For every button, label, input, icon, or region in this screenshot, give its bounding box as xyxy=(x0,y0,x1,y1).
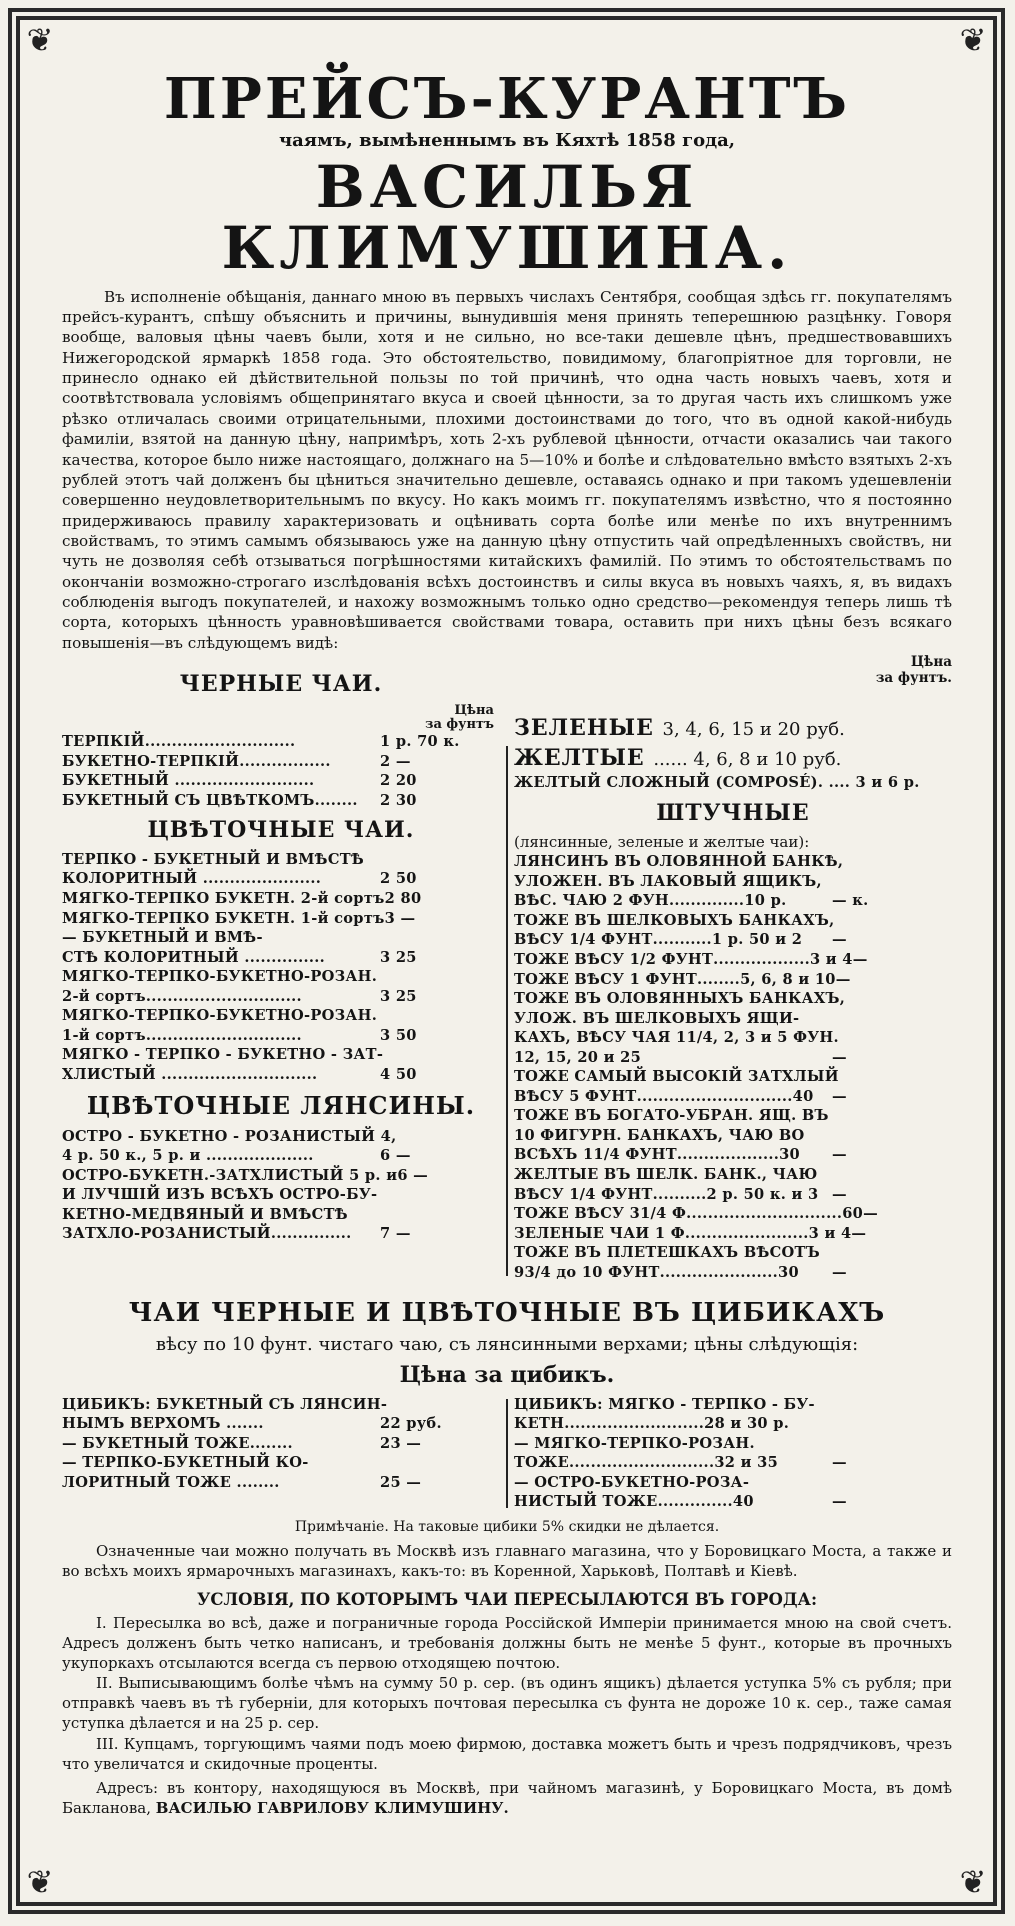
price-row xyxy=(62,1414,500,1434)
price-row xyxy=(62,1224,500,1244)
price-row xyxy=(62,889,500,909)
yellow-tea-label: ЖЕЛТЫЕ xyxy=(514,744,645,771)
price-row-name: НИСТЫЙ ТОЖЕ..............40 xyxy=(514,1493,754,1511)
price-row-value: — xyxy=(851,1224,867,1242)
price-row-name: ВѢСУ 5 ФУНТ.............................40 xyxy=(514,1087,814,1105)
price-row-name: ОСТРО-БУКЕТН.-ЗАТХЛИСТЫЙ 5 р. и xyxy=(62,1166,398,1184)
price-row-value xyxy=(832,1473,952,1493)
chests-left-list xyxy=(62,1395,500,1512)
price-row xyxy=(514,1185,952,1205)
green-tea-prices: 3, 4, 6, 15 и 20 руб. xyxy=(662,719,845,741)
price-row-name: НЫМЪ ВЕРХОМЪ ....... xyxy=(62,1415,264,1433)
price-row xyxy=(514,1434,952,1454)
price-row xyxy=(514,1492,952,1512)
price-row-name: ЛОРИТНЫЙ ТОЖЕ ........ xyxy=(62,1473,280,1491)
price-row-name: КАХЪ, ВѢСУ ЧАЯ 11/4, 2, 3 и 5 ФУН. xyxy=(514,1029,839,1047)
price-row-name: ТОЖЕ ВѢСУ 1/2 ФУНТ..................3 и 4 xyxy=(514,950,853,968)
price-row-name: 10 ФИГУРН. БАНКАХЪ, ЧАЮ ВО xyxy=(514,1126,805,1144)
price-row-value xyxy=(832,1243,952,1263)
price-row-value xyxy=(832,1126,952,1146)
price-row-name: ТОЖЕ ВѢСУ 1 ФУНТ........5, 6, 8 и 10 xyxy=(514,970,836,988)
price-row-value xyxy=(396,1127,516,1147)
yellow-tea-row xyxy=(514,744,952,773)
availability-paragraph: Означенные чаи можно получать въ Москвѣ изъ главнаго магазина, что у Боровицкаго Моста, а также и во всѣхъ моихъ ярмарочныхъ магазинахъ, какъ-то: въ Коренной, Харьковѣ, Полтавѣ и Кіевѣ. xyxy=(62,1541,952,1580)
price-row xyxy=(514,1087,952,1107)
price-row xyxy=(62,1127,500,1147)
chests-note: Примѣчаніе. На таковые цибики 5% скидки не дѣлается. xyxy=(294,1518,720,1535)
price-row-value xyxy=(835,911,955,931)
page-title: ПРЕЙСЪ-КУРАНТЪ xyxy=(163,66,851,132)
price-row xyxy=(514,1009,952,1029)
price-row xyxy=(62,1146,500,1166)
price-row xyxy=(62,909,500,929)
price-row xyxy=(514,891,952,911)
price-row xyxy=(514,1453,952,1473)
price-row-name: — БУКЕТНЫЙ ТОЖЕ........ xyxy=(62,1434,293,1452)
price-row-value xyxy=(832,872,952,892)
piece-tea-subtitle: (лянсинные, зеленые и желтые чаи): xyxy=(514,833,810,852)
price-row-value: — xyxy=(832,1185,847,1203)
compose-tea-text: ЖЕЛТЫЙ СЛОЖНЫЙ (COMPOSÉ). .... 3 и 6 р. xyxy=(514,774,920,792)
price-row-value: — к. xyxy=(832,892,869,910)
price-row-value: — xyxy=(832,1493,847,1511)
price-row-value: 3 — xyxy=(384,909,416,927)
price-row xyxy=(62,791,500,811)
price-row-value: 6 — xyxy=(397,1166,429,1184)
price-row-value xyxy=(380,1453,500,1473)
price-row-name: СТѢ КОЛОРИТНЫЙ ............... xyxy=(62,948,326,966)
price-row-name: — БУКЕТНЫЙ И ВМѢ- xyxy=(62,929,263,947)
price-row-name: КЕТНО-МЕДВЯНЫЙ И ВМѢСТѢ xyxy=(62,1205,348,1223)
price-row-name: МЯГКО-ТЕРПКО-БУКЕТНО-РОЗАН. xyxy=(62,1007,378,1025)
corner-ornament-icon: ❦ xyxy=(22,1864,58,1900)
price-row-name: ТЕРПКІЙ............................ xyxy=(62,733,296,751)
price-row xyxy=(62,1395,500,1415)
price-row xyxy=(62,1045,500,1065)
price-row-value xyxy=(832,1009,952,1029)
price-row-value xyxy=(380,1185,500,1205)
price-row-value xyxy=(832,1414,952,1434)
price-row-value: — xyxy=(832,1263,847,1281)
price-row-name: ТОЖЕ САМЫЙ ВЫСОКІЙ ЗАТХЛЫЙ xyxy=(514,1068,839,1086)
condition-item: I. Пересылка во всѣ, даже и пограничные города Россійской Имперіи принимается мною на свой счетъ. Адресъ долженъ быть четко написанъ, и требованія должны быть не менѣе 5 фунт., которые въ прочныхъ укупоркахъ отсылаются всегда съ первою отходящею почтою. xyxy=(62,1614,952,1673)
price-row-name: МЯГКО-ТЕРПКО БУКЕТН. 2-й сортъ xyxy=(62,890,385,907)
price-row-value xyxy=(832,1106,952,1126)
corner-ornament-icon: ❦ xyxy=(955,1864,991,1900)
price-row-value: — xyxy=(852,950,868,968)
price-row xyxy=(62,1434,500,1454)
column-divider xyxy=(506,746,508,1276)
price-row-value: 22 руб. xyxy=(380,1415,442,1433)
price-row-value: 2 20 xyxy=(380,772,417,790)
condition-item: III. Купцамъ, торгующимъ чаями подъ моею фирмою, доставка можетъ быть и чрезъ подрядчиковъ, чрезъ что увеличатся и скидочные проценты. xyxy=(62,1734,952,1773)
price-row-value: — xyxy=(863,1205,879,1223)
price-row-value: 3 50 xyxy=(380,1026,417,1044)
price-row-name: МЯГКО-ТЕРПКО-БУКЕТНО-РОЗАН. xyxy=(62,968,378,986)
price-row-name: ЦИБИКЪ: БУКЕТНЫЙ СЪ ЛЯНСИН- xyxy=(62,1395,388,1413)
price-row-value xyxy=(839,1028,959,1048)
price-columns xyxy=(62,671,952,1282)
price-row-name: 93/4 до 10 ФУНТ......................30 xyxy=(514,1263,799,1281)
yellow-tea-prices: ...... 4, 6, 8 и 10 руб. xyxy=(653,748,842,770)
price-row xyxy=(62,771,500,791)
price-row-value: 23 — xyxy=(380,1434,422,1452)
price-row-value: 3 25 xyxy=(380,948,417,966)
corner-ornament-icon: ❦ xyxy=(22,22,58,58)
compose-tea-row xyxy=(514,773,952,793)
price-row xyxy=(62,948,500,968)
price-row-name: КЕТН..........................28 и 30 р. xyxy=(514,1415,790,1433)
price-row-name: УЛОЖ. ВЪ ШЕЛКОВЫХЪ ЯЩИ- xyxy=(514,1009,800,1027)
price-row-name: — ОСТРО-БУКЕТНО-РОЗА- xyxy=(514,1473,750,1491)
price-row-value: — xyxy=(832,1454,847,1472)
price-row-value: 2 80 xyxy=(384,890,422,907)
price-row xyxy=(514,852,952,872)
price-row-value xyxy=(387,1395,507,1415)
price-row-value xyxy=(380,1205,500,1225)
flower-lyansin-list xyxy=(62,1127,500,1244)
price-row-value xyxy=(380,967,500,987)
black-tea-heading: ЧЕРНЫЕ ЧАИ. xyxy=(179,671,383,698)
price-row-name: И ЛУЧШІЙ ИЗЪ ВСѢХЪ ОСТРО-БУ- xyxy=(62,1186,378,1204)
price-row-value: 6 — xyxy=(380,1147,411,1165)
piece-tea-heading: ШТУЧНЫЕ xyxy=(656,799,810,826)
price-row xyxy=(62,732,500,752)
spacer xyxy=(514,686,952,714)
price-row xyxy=(514,1165,952,1185)
chests-columns xyxy=(62,1395,952,1512)
price-row xyxy=(514,1145,952,1165)
price-row-name: БУКЕТНО-ТЕРПКІЙ................. xyxy=(62,752,331,770)
price-row-value: 25 — xyxy=(380,1473,422,1491)
price-row-value xyxy=(832,1165,952,1185)
price-row-name: ЖЕЛТЫЕ ВЪ ШЕЛК. БАНК., ЧАЮ xyxy=(514,1165,818,1183)
price-row xyxy=(514,1473,952,1493)
chests-subheading: вѣсу по 10 фунт. чистаго чаю, съ лянсинными верхами; цѣны слѣдующія: xyxy=(155,1334,859,1356)
price-row xyxy=(514,930,952,950)
price-row-name: — ТЕРПКО-БУКЕТНЫЙ КО- xyxy=(62,1454,309,1472)
price-row xyxy=(514,1126,952,1146)
price-row-value: 2 30 xyxy=(380,791,417,809)
price-row xyxy=(514,970,952,990)
price-row-name: ТОЖЕ ВЪ ШЕЛКОВЫХЪ БАНКАХЪ, xyxy=(514,911,835,929)
condition-item: II. Выписывающимъ болѣе чѣмъ на сумму 50 р. сер. (въ одинъ ящикъ) дѣлается уступка 5% съ рубля; при отправкѣ чаевъ въ тѣ губерніи, для которыхъ почтовая пересылка съ фунта не дороже 10 к. сер., таже самая уступка дѣлается и на 25 р. сер. xyxy=(62,1674,952,1733)
price-row xyxy=(62,850,500,870)
price-row xyxy=(514,1414,952,1434)
price-row-value: — xyxy=(832,931,847,949)
price-row-value: — xyxy=(832,1048,847,1066)
price-row xyxy=(514,1263,952,1283)
price-row-name: ТЕРПКО - БУКЕТНЫЙ И ВМѢСТѢ xyxy=(62,850,365,868)
price-row-value xyxy=(832,1395,952,1415)
colhead-line: Цѣна xyxy=(454,702,494,718)
price-row-value xyxy=(845,989,965,1009)
chests-heading: ЧАИ ЧЕРНЫЕ И ЦВѢТОЧНЫЕ ВЪ ЦИБИКАХЪ xyxy=(128,1298,886,1329)
colhead-line: за фунтъ xyxy=(425,716,494,732)
price-row-name: ТОЖЕ ВЪ ОЛОВЯННЫХЪ БАНКАХЪ, xyxy=(514,990,846,1008)
price-row-name: ТОЖЕ ВѢСУ 31/4 Ф.............................60 xyxy=(514,1205,864,1223)
price-row xyxy=(62,1026,500,1046)
price-row xyxy=(62,1006,500,1026)
price-row-name: ВСѢХЪ 11/4 ФУНТ...................30 xyxy=(514,1146,801,1164)
price-row-value: 4 50 xyxy=(380,1065,417,1083)
price-row-value: 3 25 xyxy=(380,987,417,1005)
price-row-name: — МЯГКО-ТЕРПКО-РОЗАН. xyxy=(514,1434,755,1452)
price-row-value xyxy=(380,850,500,870)
price-row xyxy=(514,950,952,970)
price-row xyxy=(62,1473,500,1493)
price-header-line: Цѣна xyxy=(910,654,952,671)
merchant-name: ВАСИЛЬЯ КЛИМУШИНА. xyxy=(221,152,793,282)
price-row-value: — xyxy=(832,1087,847,1105)
price-row-name: УЛОЖЕН. ВЪ ЛАКОВЫЙ ЯЩИКЪ, xyxy=(514,872,822,890)
flower-lyansin-heading: ЦВѢТОЧНЫЕ ЛЯНСИНЫ. xyxy=(86,1091,476,1121)
price-row-name: ХЛИСТЫЙ ............................. xyxy=(62,1065,318,1083)
price-row-name: ВѢСУ 1/4 ФУНТ..........2 р. 50 к. и 3 xyxy=(514,1185,819,1203)
conditions-heading: УСЛОВІЯ, ПО КОТОРЫМЪ ЧАИ ПЕРЕСЫЛАЮТСЯ ВЪ ГОРОДА: xyxy=(196,1589,818,1609)
black-tea-colhead xyxy=(62,704,494,733)
price-row xyxy=(62,987,500,1007)
price-row xyxy=(62,1185,500,1205)
price-row-name: ОСТРО - БУКЕТНО - РОЗАНИСТЫЙ 4, xyxy=(62,1127,397,1145)
chests-right-list xyxy=(514,1395,952,1512)
chests-divider xyxy=(506,1399,508,1508)
address-text: Адресъ: въ контору, находящуюся въ Москвѣ, при чайномъ магазинѣ, у Боровицкаго Моста, въ домѣ Бакланова, xyxy=(62,1778,952,1817)
price-row-value: — xyxy=(835,970,851,988)
price-row-name: МЯГКО - ТЕРПКО - БУКЕТНО - ЗАТ- xyxy=(62,1046,384,1064)
price-row-name: ТОЖЕ ВЪ ПЛЕТЕШКАХЪ ВѢСОТЪ xyxy=(514,1244,820,1262)
price-row xyxy=(62,1453,500,1473)
intro-paragraph: Въ исполненіе обѣщанія, даннаго мною въ первыхъ числахъ Сентября, сообщая здѣсь гг. покупателямъ прейсъ-курантъ, спѣшу объяснить и причины, вынудившія меня принять теперешнюю разцѣнку. Говоря вообще, валовыя цѣны чаевъ были, хотя и не сильно, но все-таки дешевле цѣнъ, предшествовавшихъ Нижегородской ярмаркѣ 1858 года. Это обстоятельство, повидимому, благопріятное для торговли, не принесло однако ей дѣйствительной пользы по той причинѣ, что одна часть новыхъ чаевъ, хотя и соотвѣтствовала условіямъ общепринятаго вкуса и своей цѣнности, за то другая часть ихъ слишкомъ уже рѣзко отличалась своими отрицательными, плохими достоинствами до того, что въ одной какой-нибудь фамиліи, взятой на данную цѣну, напримѣръ, хоть 2-хъ рублевой цѣнности, отчасти оказались чаи такого качества, которое было ниже настоящаго, должнаго на 5—10% и болѣе и слѣдовательно вмѣсто взятыхъ 2-хъ рублей этотъ чай долженъ бы цѣниться значительно дешевле, оставаясь однако и при такомъ удешевленіи совершенно неудовлетворительнымъ по вкусу. Но какъ моимъ гг. покупателямъ извѣстно, что я постоянно придерживаюсь правилу характеризовать и оцѣнивать сорта болѣе или менѣе по ихъ внутреннимъ свойствамъ, то этимъ самымъ обязываюсь уже на данную цѣну отпустить чай опредѣленныхъ свойствъ, ни чуть не дозволяя себѣ отзываться погрѣшностями китайскихъ фамилій. По этимъ то обстоятельствамъ по окончаніи возможно-строгаго изслѣдованія всѣхъ достоинствъ и силы вкуса въ новыхъ чаяхъ, я, въ видахъ соблюденія выгодъ покупателей, и нахожу возможнымъ только одно средство—рекомендуя теперь лишь тѣ сорта, которыхъ цѣнность уравновѣшивается свойствами товара, оставить при нихъ цѣны безъ всякаго повышенія—въ слѣдующемъ видѣ: xyxy=(62,287,952,652)
price-row xyxy=(514,1106,952,1126)
price-row xyxy=(514,1067,952,1087)
black-tea-list xyxy=(62,732,500,810)
green-tea-row xyxy=(514,714,952,743)
recipient-name: ВАСИЛЬЮ ГАВРИЛОВУ КЛИМУШИНУ. xyxy=(155,1798,509,1817)
price-row-value xyxy=(839,1067,959,1087)
green-tea-label: ЗЕЛЕНЫЕ xyxy=(514,715,654,742)
price-row xyxy=(514,1204,952,1224)
price-row-name: ВѢС. ЧАЮ 2 ФУН..............10 р. xyxy=(514,892,787,910)
price-row xyxy=(62,967,500,987)
price-row xyxy=(62,869,500,889)
price-row-value xyxy=(383,1045,503,1065)
flower-tea-list xyxy=(62,850,500,1085)
price-row xyxy=(514,1243,952,1263)
price-row-value xyxy=(380,928,500,948)
price-row-name: ТОЖЕ...........................32 и 35 xyxy=(514,1454,779,1472)
price-row-value: 1 р. 70 к. xyxy=(380,733,460,751)
piece-tea-list xyxy=(514,852,952,1282)
price-row xyxy=(62,928,500,948)
price-row xyxy=(62,752,500,772)
price-row-value: 2 — xyxy=(380,752,411,770)
price-row-value: — xyxy=(832,1146,847,1164)
price-row-name: 2-й сортъ............................. xyxy=(62,987,302,1005)
price-row-name: ЛЯНСИНЪ ВЪ ОЛОВЯННОЙ БАНКѢ, xyxy=(514,853,844,871)
price-row xyxy=(514,911,952,931)
right-column xyxy=(514,686,952,1282)
price-row-name: 1-й сортъ............................. xyxy=(62,1026,302,1044)
flower-tea-heading: ЦВѢТОЧНЫЕ ЧАИ. xyxy=(147,817,415,844)
address-paragraph xyxy=(62,1778,952,1818)
price-row-name: БУКЕТНЫЙ СЪ ЦВѢТКОМЪ........ xyxy=(62,791,358,809)
price-row xyxy=(62,1065,500,1085)
price-row-name: ЗЕЛЕНЫЕ ЧАИ 1 Ф.......................3 и 4 xyxy=(514,1224,852,1242)
chests-price-title: Цѣна за цибикъ. xyxy=(399,1362,615,1389)
corner-ornament-icon: ❦ xyxy=(955,22,991,58)
price-row-name: БУКЕТНЫЙ .......................... xyxy=(62,772,315,790)
price-row xyxy=(514,1028,952,1048)
price-row-name: КОЛОРИТНЫЙ ...................... xyxy=(62,870,322,888)
price-row xyxy=(514,1048,952,1068)
price-row-value xyxy=(832,1434,952,1454)
page-subtitle: чаямъ, вымѣненнымъ въ Кяхтѣ 1858 года, xyxy=(278,129,736,151)
price-row-value xyxy=(843,852,963,872)
price-row-name: МЯГКО-ТЕРПКО БУКЕТН. 1-й сортъ xyxy=(62,909,385,927)
left-column xyxy=(62,671,500,1282)
price-header-line: за фунтъ. xyxy=(875,669,952,686)
price-row-name: ВѢСУ 1/4 ФУНТ...........1 р. 50 и 2 xyxy=(514,931,803,949)
price-row xyxy=(62,1166,500,1186)
price-row xyxy=(514,872,952,892)
price-list-page xyxy=(62,66,952,1818)
price-row-name: 4 р. 50 к., 5 р. и .................... xyxy=(62,1147,314,1165)
price-row-name: ЗАТХЛО-РОЗАНИСТЫЙ............... xyxy=(62,1225,352,1243)
price-row xyxy=(514,1395,952,1415)
price-row-value: 7 — xyxy=(380,1225,411,1243)
price-row xyxy=(62,1205,500,1225)
price-row-name: 12, 15, 20 и 25 xyxy=(514,1048,642,1066)
price-row-name: ЦИБИКЪ: МЯГКО - ТЕРПКО - БУ- xyxy=(514,1395,815,1413)
price-row-value xyxy=(380,1006,500,1026)
price-row-name: ТОЖЕ ВЪ БОГАТО-УБРАН. ЯЩ. ВЪ xyxy=(514,1107,829,1125)
price-row xyxy=(514,989,952,1009)
price-row-value: 2 50 xyxy=(380,870,417,888)
price-row xyxy=(514,1224,952,1244)
